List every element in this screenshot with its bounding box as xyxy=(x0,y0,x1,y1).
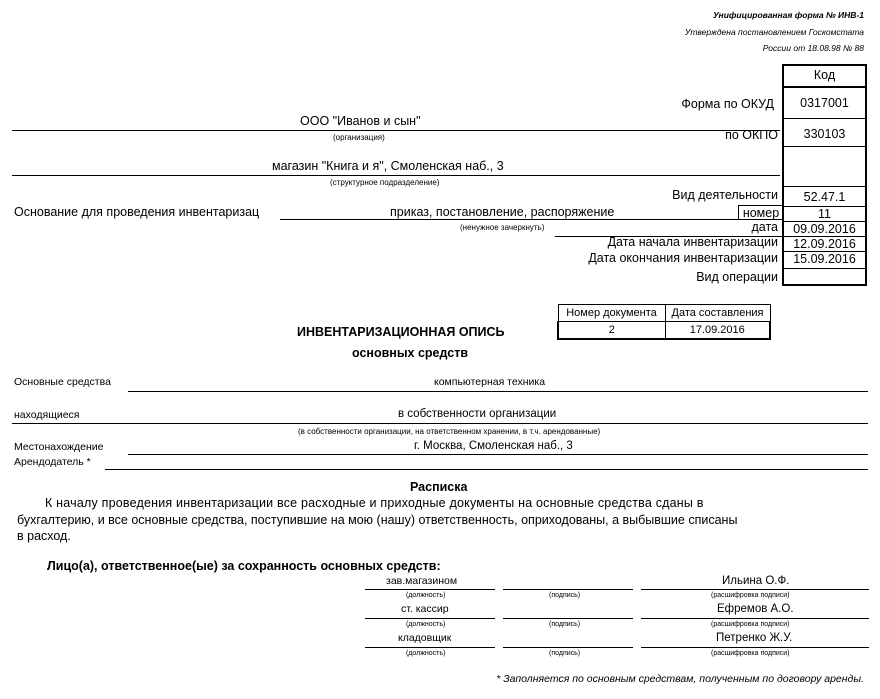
empty-code xyxy=(784,146,865,186)
position-caption: (должность) xyxy=(406,650,446,657)
signature-caption: (подпись) xyxy=(549,650,581,657)
okud-value: 0317001 xyxy=(784,86,865,118)
date-value: 09.09.2016 xyxy=(784,221,865,236)
start-date-value: 12.09.2016 xyxy=(784,236,865,251)
responsible-title: Лицо(а), ответственное(ые) за сохранность основных средств: xyxy=(47,559,441,573)
receipt-line-2: бухгалтерию, и все основные средства, поступившие на мою (нашу) ответственность, оприходованы, а выбывшие списаны xyxy=(17,513,738,527)
person-position: ст. кассир xyxy=(401,603,449,615)
basis-label: Основание для проведения инвентаризац xyxy=(14,205,260,219)
activity-value: 52.47.1 xyxy=(784,186,865,206)
position-line xyxy=(365,647,495,648)
located-value: в собственности организации xyxy=(398,408,557,420)
assets-line xyxy=(128,391,868,392)
person-position: кладовщик xyxy=(398,632,452,644)
okpo-label: по ОКПО xyxy=(725,128,778,142)
position-caption: (должность) xyxy=(406,592,446,599)
name-caption: (расшифровка подписи) xyxy=(711,592,790,599)
located-label: находящиеся xyxy=(14,409,80,421)
receipt-title: Расписка xyxy=(410,480,468,494)
receipt-line-3: в расход. xyxy=(17,529,71,543)
number-label: номер xyxy=(738,205,783,220)
signature-line xyxy=(503,618,633,619)
doc-date-value: 17.09.2016 xyxy=(665,322,770,340)
location-value: г. Москва, Смоленская наб., 3 xyxy=(414,440,573,452)
doc-number-table xyxy=(557,304,771,340)
form-number: Унифицированная форма № ИНВ-1 xyxy=(713,10,864,20)
code-box xyxy=(782,64,867,286)
number-value: 11 xyxy=(784,206,865,221)
person-name: Ильина О.Ф. xyxy=(722,575,790,587)
person-name: Петренко Ж.У. xyxy=(716,632,793,644)
okpo-value: 330103 xyxy=(784,118,865,146)
location-line xyxy=(128,454,868,455)
assets-value: компьютерная техника xyxy=(434,376,546,388)
signature-caption: (подпись) xyxy=(549,592,581,599)
organization-caption: (организация) xyxy=(333,133,385,142)
position-caption: (должность) xyxy=(406,621,446,628)
located-line xyxy=(12,423,868,424)
located-caption: (в собственности организации, на ответственном хранении, в т.ч. арендованные) xyxy=(298,427,601,436)
position-line xyxy=(365,618,495,619)
structural-unit: магазин "Книга и я", Смоленская наб., 3 xyxy=(272,159,504,173)
lessor-label: Арендодатель * xyxy=(14,456,91,468)
receipt-line-1: К началу проведения инвентаризации все расходные и приходные документы на основные средства сданы в xyxy=(45,496,704,510)
organization-name: ООО "Иванов и сын" xyxy=(300,114,421,128)
basis-caption: (ненужное зачеркнуть) xyxy=(460,223,545,232)
doc-number-value: 2 xyxy=(558,322,665,340)
doc-number-header: Номер документа xyxy=(558,305,665,322)
name-line xyxy=(641,647,869,648)
date-label: дата xyxy=(751,220,778,234)
approved-by: Утверждена постановлением Госкомстата xyxy=(684,27,864,37)
basis-value: приказ, постановление, распоряжение xyxy=(390,205,615,219)
document-subtitle: основных средств xyxy=(352,346,469,360)
kod-header: Код xyxy=(813,68,836,82)
doc-date-header: Дата составления xyxy=(665,305,770,322)
signature-line xyxy=(503,647,633,648)
operation-label: Вид операции xyxy=(696,270,778,284)
person-name: Ефремов А.О. xyxy=(717,603,794,615)
unit-caption: (структурное подразделение) xyxy=(330,178,440,187)
start-date-label: Дата начала инвентаризации xyxy=(607,235,778,249)
operation-value xyxy=(784,268,865,284)
position-line xyxy=(365,589,495,590)
end-date-label: Дата окончания инвентаризации xyxy=(588,251,778,265)
location-label: Местонахождение xyxy=(14,441,104,453)
basis-line xyxy=(280,219,738,220)
end-date-value: 15.09.2016 xyxy=(784,251,865,268)
footnote: * Заполняется по основным средствам, полученным по договору аренды. xyxy=(496,673,864,685)
name-line xyxy=(641,618,869,619)
organization-line xyxy=(12,130,780,131)
document-title: ИНВЕНТАРИЗАЦИОННАЯ ОПИСЬ xyxy=(297,325,505,339)
person-position: зав.магазином xyxy=(386,575,458,587)
name-line xyxy=(641,589,869,590)
name-caption: (расшифровка подписи) xyxy=(711,621,790,628)
unit-line xyxy=(12,175,780,176)
activity-label: Вид деятельности xyxy=(672,188,778,202)
signature-line xyxy=(503,589,633,590)
approval-date: России от 18.08.98 № 88 xyxy=(762,43,864,53)
okud-label: Форма по ОКУД xyxy=(681,97,774,111)
basis-line-2 xyxy=(555,236,782,237)
name-caption: (расшифровка подписи) xyxy=(711,650,790,657)
signature-caption: (подпись) xyxy=(549,621,581,628)
lessor-line xyxy=(105,469,868,470)
assets-label: Основные средства xyxy=(14,376,111,388)
